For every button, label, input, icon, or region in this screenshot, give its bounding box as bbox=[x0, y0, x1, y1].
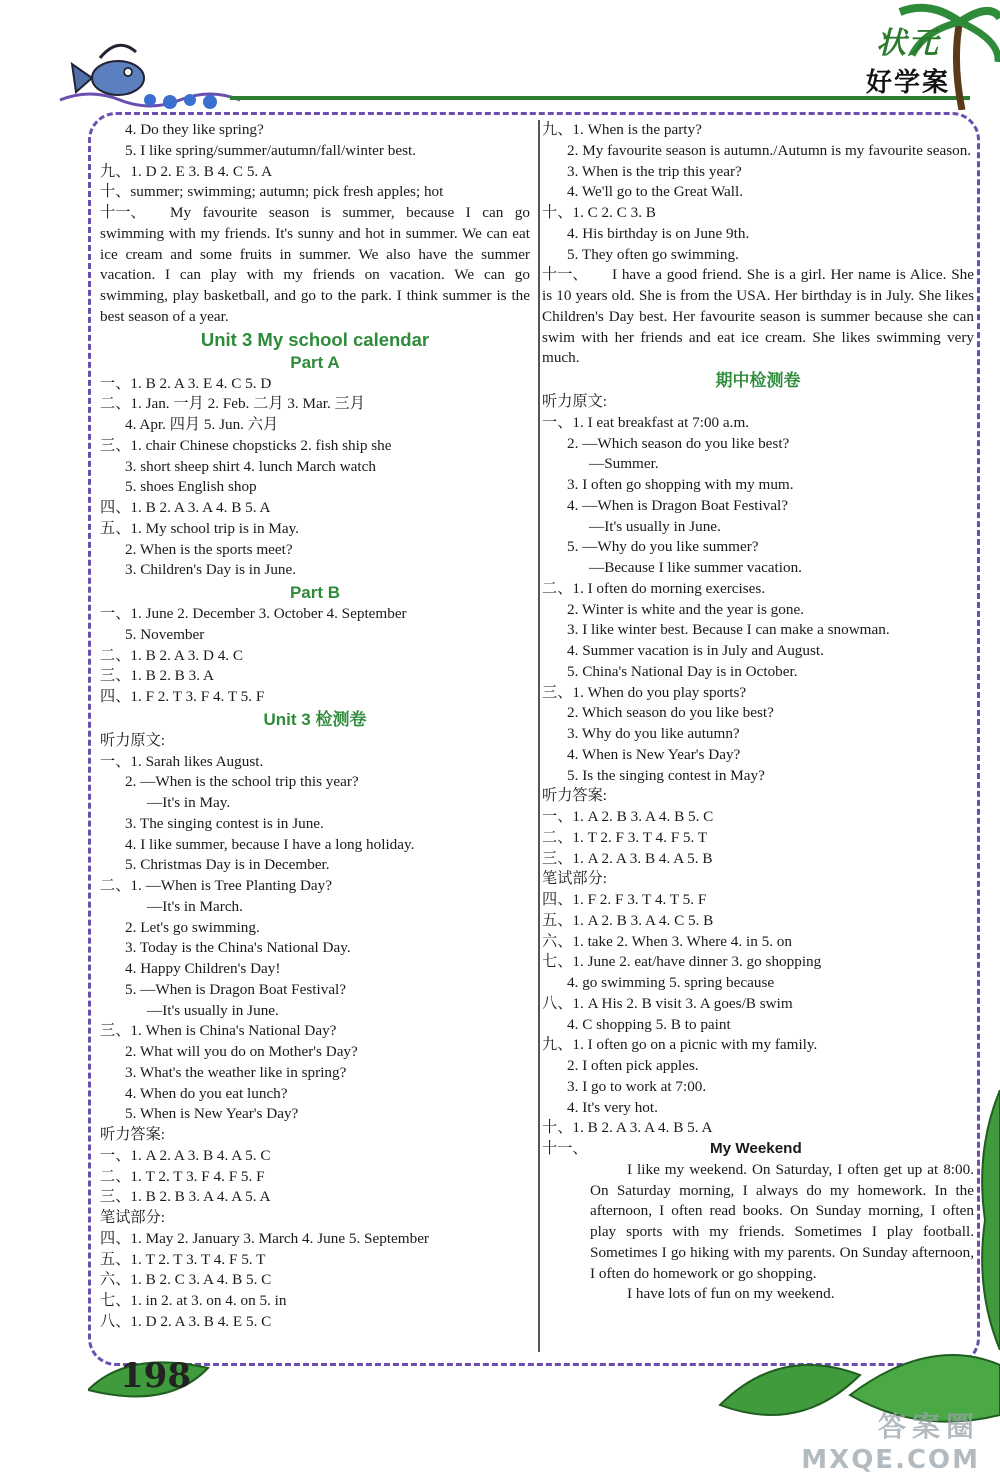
answer-line: 5. —Why do you like summer? bbox=[567, 538, 759, 556]
answer-line: —Because I like summer vacation. bbox=[589, 559, 802, 576]
page-number: 198 bbox=[120, 1356, 191, 1396]
question-label: 十一、 bbox=[542, 1140, 588, 1157]
answer-line: 听力原文: bbox=[100, 731, 165, 749]
answer-line: 5. They often go swimming. bbox=[567, 245, 739, 263]
brand-line1: 状元 bbox=[875, 26, 940, 61]
answer-line: 二、1. T 2. F 3. T 4. F 5. T bbox=[542, 828, 708, 846]
answer-line: 三、1. A 2. A 3. B 4. A 5. B bbox=[542, 849, 713, 867]
essay-paragraph: I like my weekend. On Saturday, I often get up at 8:00. On Saturday morning, I always do my homework. In the afternoon, I often read books. On Sunday morning, I often play sports with my friends. Sometimes I play football. Sometimes I go hiking with my parents. On Sunday afternoon, I often do homework or go shopping. bbox=[590, 1160, 974, 1282]
answer-line: 3. I go to work at 7:00. bbox=[567, 1077, 707, 1095]
answer-line: 九、1. D 2. E 3. B 4. C 5. A bbox=[100, 162, 273, 180]
section-heading: Unit 3 My school calendar bbox=[200, 328, 430, 350]
answer-line: 九、1. I often go on a picnic with my family. bbox=[542, 1036, 818, 1054]
answer-line: 2. —When is the school trip this year? bbox=[125, 773, 359, 791]
answer-line: 一、1. June 2. December 3. October 4. September bbox=[100, 605, 407, 622]
answer-line: 3. I often go shopping with my mum. bbox=[567, 476, 794, 493]
essay-title-line bbox=[542, 1139, 974, 1160]
answer-line: 5. November bbox=[125, 625, 205, 643]
answer-line: 3. When is the trip this year? bbox=[567, 162, 742, 180]
answer-line: 三、1. When is China's National Day? bbox=[100, 1022, 337, 1040]
watermark bbox=[801, 1405, 980, 1475]
fish-mascot-icon bbox=[72, 45, 144, 95]
answer-line: —It's in March. bbox=[147, 897, 243, 915]
answer-line: 十、1. B 2. A 3. A 4. B 5. A bbox=[542, 1119, 713, 1137]
answer-line: 四、1. B 2. A 3. A 4. B 5. A bbox=[100, 499, 271, 516]
answer-line: 3. The singing contest is in June. bbox=[125, 814, 324, 832]
answer-line: 2. Which season do you like best? bbox=[567, 704, 774, 722]
answer-line: 4. Do they like spring? bbox=[125, 121, 264, 138]
answer-line: 七、1. June 2. eat/have dinner 3. go shopping bbox=[542, 953, 822, 971]
wave-decoration bbox=[60, 94, 240, 109]
answer-line: 4. I like summer, because I have a long holiday. bbox=[125, 835, 415, 853]
answer-line: —It's in May. bbox=[147, 794, 231, 811]
answer-line: 六、1. take 2. When 3. Where 4. in 5. on bbox=[542, 932, 792, 950]
answer-line: 2. I often pick apples. bbox=[567, 1057, 699, 1074]
answer-line: 三、1. B 2. B 3. A bbox=[100, 667, 214, 685]
answer-line: 2. When is the sports meet? bbox=[125, 540, 293, 558]
answer-line: 2. What will you do on Mother's Day? bbox=[125, 1043, 358, 1060]
answer-line: 3. Today is the China's National Day. bbox=[125, 939, 351, 957]
answer-line: 4. —When is Dragon Boat Festival? bbox=[567, 496, 789, 514]
answer-line: 4. Happy Children's Day! bbox=[125, 960, 281, 977]
answer-line: 八、1. A His 2. B visit 3. A goes/B swim bbox=[542, 994, 793, 1012]
section-heading: Unit 3 检测卷 bbox=[263, 709, 367, 729]
answer-line: 2. Let's go swimming. bbox=[125, 918, 260, 936]
answer-line: 二、1. B 2. A 3. D 4. C bbox=[100, 646, 244, 664]
answer-line: 四、1. F 2. T 3. F 4. T 5. F bbox=[100, 688, 265, 705]
section-heading: 期中检测卷 bbox=[715, 371, 801, 390]
answer-line: 四、1. May 2. January 3. March 4. June 5. September bbox=[100, 1229, 429, 1247]
column-divider bbox=[538, 120, 540, 1352]
brand-logo bbox=[866, 18, 950, 99]
answer-line: 二、1. Jan. 一月 2. Feb. 二月 3. Mar. 三月 bbox=[100, 395, 365, 413]
answer-line: 3. Children's Day is in June. bbox=[125, 561, 297, 579]
answer-line: 五、1. T 2. T 3. T 4. F 5. T bbox=[100, 1250, 266, 1268]
answer-line: 5. Is the singing contest in May? bbox=[567, 766, 765, 784]
section-heading: Part B bbox=[289, 583, 341, 602]
answer-line: 二、1. T 2. T 3. F 4. F 5. F bbox=[100, 1167, 265, 1185]
answer-line: 一、1. Sarah likes August. bbox=[100, 752, 264, 770]
answer-line: 5. China's National Day is in October. bbox=[567, 662, 798, 680]
question-label: 十一、 bbox=[100, 204, 146, 221]
leaf-decoration-side bbox=[975, 1090, 1000, 1350]
answer-line: 三、1. B 2. B 3. A 4. A 5. A bbox=[100, 1188, 271, 1206]
answer-line: 一、1. I eat breakfast at 7:00 a.m. bbox=[542, 413, 750, 431]
question-label: 十一、 bbox=[542, 266, 588, 284]
answer-line: 笔试部分: bbox=[100, 1209, 165, 1226]
answer-line: 听力答案: bbox=[542, 787, 607, 805]
answer-line: 五、1. My school trip is in May. bbox=[100, 519, 299, 537]
answer-line: 5. I like spring/summer/autumn/fall/winter best. bbox=[125, 141, 417, 159]
answer-line: 5. shoes English shop bbox=[125, 478, 257, 496]
answer-line: 4. His birthday is on June 9th. bbox=[567, 224, 750, 242]
answer-line: 4. Apr. 四月 5. Jun. 六月 bbox=[125, 416, 279, 433]
answer-line: 4. It's very hot. bbox=[567, 1098, 658, 1116]
answer-line: 3. I like winter best. Because I can make a snowman. bbox=[567, 621, 890, 639]
paragraph-text: I have a good friend. She is a girl. Her name is Alice. She is 10 years old. She is from the USA. Her birthday is in July. She likes Children's Day best. Her favourite season is summer because she can swim with her friends and eat ice cream. She likes swimming very much. bbox=[542, 266, 974, 367]
answer-line: 六、1. B 2. C 3. A 4. B 5. C bbox=[100, 1271, 272, 1289]
header-decoration bbox=[0, 0, 1000, 110]
answer-line: 三、1. chair Chinese chopsticks 2. fish ship she bbox=[100, 436, 392, 454]
essay-title: My Weekend bbox=[710, 1140, 802, 1157]
answer-line: 5. —When is Dragon Boat Festival? bbox=[125, 980, 347, 998]
answer-line: 三、1. When do you play sports? bbox=[542, 683, 747, 701]
answer-line: 2. —Which season do you like best? bbox=[567, 434, 790, 452]
answer-line: 4. C shopping 5. B to paint bbox=[567, 1015, 731, 1033]
answer-line: 5. When is New Year's Day? bbox=[125, 1105, 299, 1123]
answer-line: 5. Christmas Day is in December. bbox=[125, 856, 330, 874]
essay-closing-line: I have lots of fun on my weekend. bbox=[627, 1285, 835, 1303]
answer-line: 4. We'll go to the Great Wall. bbox=[567, 183, 744, 201]
answer-line: 4. go swimming 5. spring because bbox=[567, 974, 775, 991]
answer-line: 二、1. I often do morning exercises. bbox=[542, 579, 766, 597]
answer-line: 二、1. —When is Tree Planting Day? bbox=[100, 877, 333, 894]
answer-line: 四、1. F 2. F 3. T 4. T 5. F bbox=[542, 891, 707, 908]
answer-line: 3. short sheep shirt 4. lunch March watch bbox=[125, 457, 376, 475]
brand-line2: 好学案 bbox=[865, 68, 950, 98]
answer-line: —It's usually in June. bbox=[147, 1001, 279, 1019]
paragraph-text: My favourite season is summer, because I can go swimming with my friends. It's sunny and hot in summer. We can eat ice cream and some fruits in summer. We also have the summer vacation. I can play with my friends on vacation. We can go swimming, play basketball, and go to the park. I think summer is the best season of a year. bbox=[100, 204, 530, 325]
answer-line: 九、1. When is the party? bbox=[542, 121, 702, 138]
answer-line: 4. Summer vacation is in July and August. bbox=[567, 642, 824, 659]
composition-paragraph bbox=[542, 265, 974, 369]
answer-line: 一、1. A 2. B 3. A 4. B 5. C bbox=[542, 808, 714, 825]
answer-line: 听力答案: bbox=[100, 1126, 165, 1143]
answer-line: 五、1. A 2. B 3. A 4. C 5. B bbox=[542, 911, 714, 929]
answer-line: 一、1. A 2. A 3. B 4. A 5. C bbox=[100, 1146, 271, 1164]
right-column bbox=[542, 120, 974, 1305]
answer-line: 一、1. B 2. A 3. E 4. C 5. D bbox=[100, 374, 272, 392]
answer-line: 4. When is New Year's Day? bbox=[567, 745, 741, 763]
section-heading: Part A bbox=[290, 352, 340, 372]
watermark-line1: 答案圈 bbox=[877, 1410, 980, 1443]
left-column bbox=[100, 120, 530, 1333]
answer-line: 听力原文: bbox=[542, 393, 607, 410]
answer-line: 2. Winter is white and the year is gone. bbox=[567, 600, 804, 618]
answer-line: 3. Why do you like autumn? bbox=[567, 725, 740, 742]
watermark-line2: MXQE.COM bbox=[801, 1445, 980, 1475]
answer-line: —It's usually in June. bbox=[589, 517, 721, 535]
answer-line: 笔试部分: bbox=[542, 870, 607, 888]
answer-line: 十、summer; swimming; autumn; pick fresh apples; hot bbox=[100, 183, 444, 201]
answer-line: —Summer. bbox=[589, 455, 659, 473]
answer-line: 4. When do you eat lunch? bbox=[125, 1084, 288, 1102]
answer-line: 八、1. D 2. A 3. B 4. E 5. C bbox=[100, 1312, 272, 1330]
answer-line: 七、1. in 2. at 3. on 4. on 5. in bbox=[100, 1292, 287, 1309]
answer-line: 3. What's the weather like in spring? bbox=[125, 1063, 347, 1081]
answer-line: 十、1. C 2. C 3. B bbox=[542, 204, 656, 221]
answer-line: 2. My favourite season is autumn./Autumn is my favourite season. bbox=[567, 141, 972, 159]
composition-paragraph bbox=[100, 203, 530, 328]
